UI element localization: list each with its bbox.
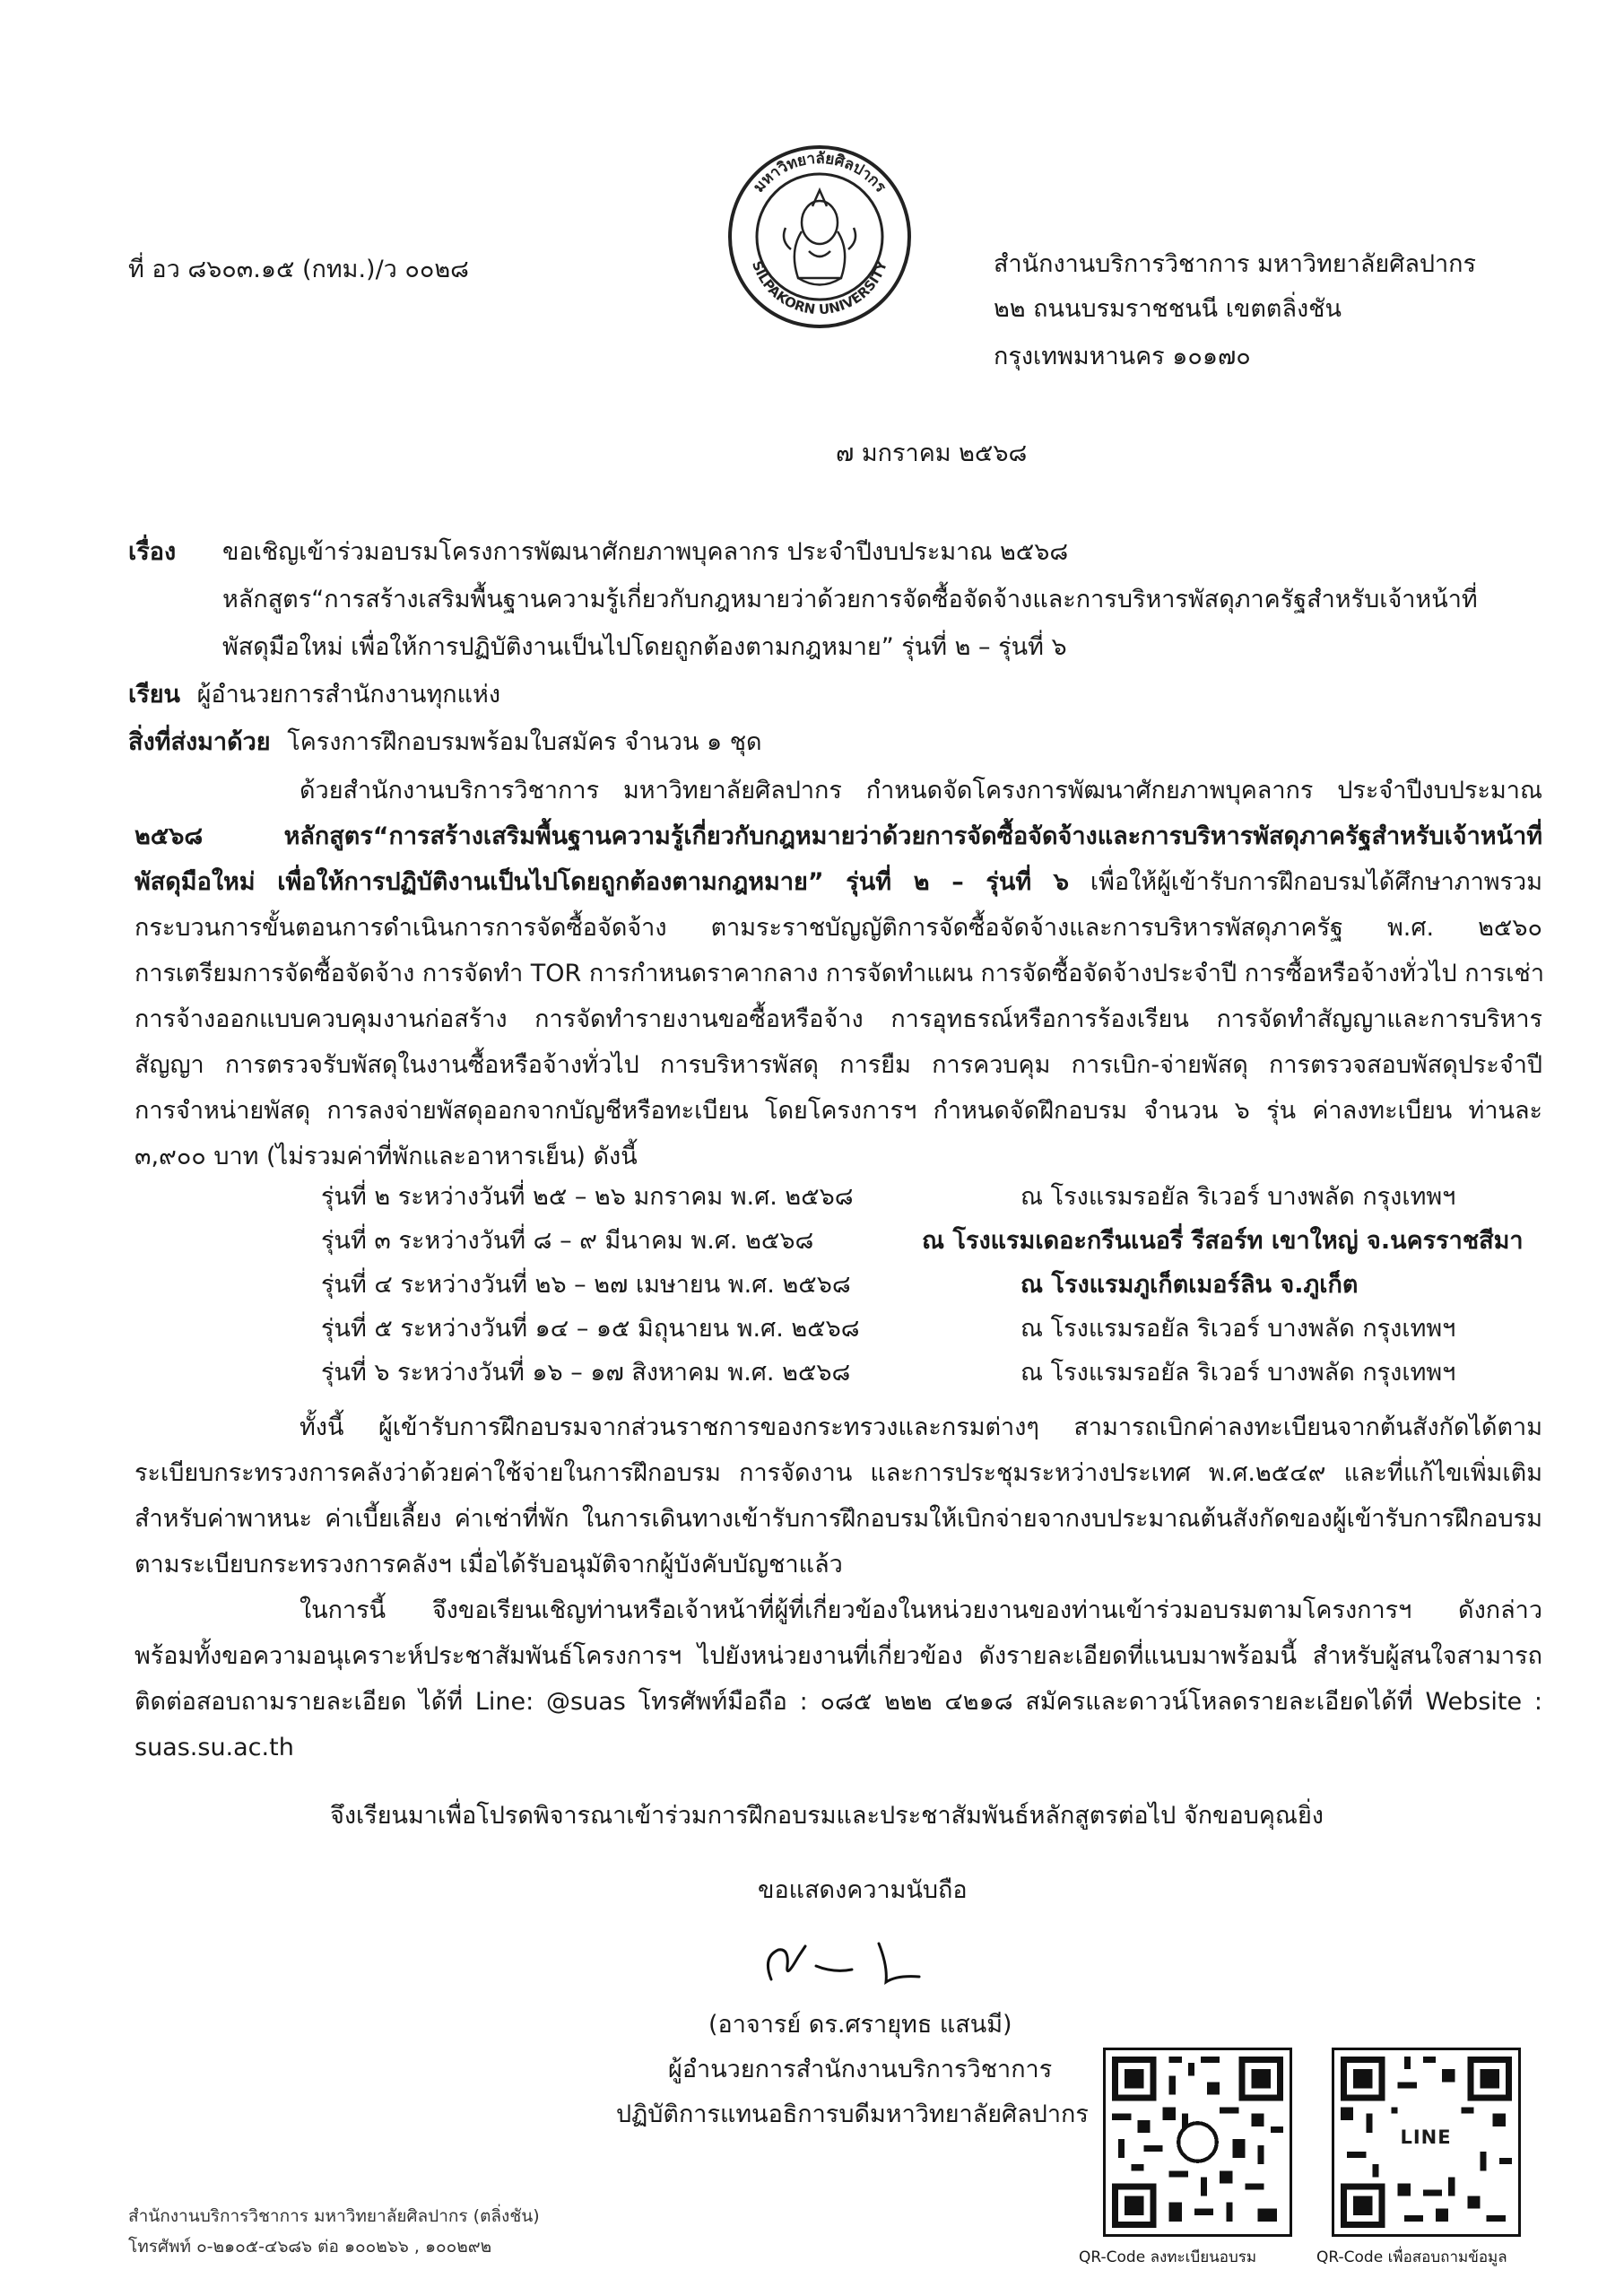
signer-title-1: ผู้อำนวยการสำนักงานบริการวิชาการ (668, 2056, 1053, 2083)
subject-line2: หลักสูตร“การสร้างเสริมพื้นฐานความรู้เกี่ยวกับกฎหมายว่าด้วยการจัดซื้อจัดจ้างและการบริหารพัสดุภาครัฐสำหรับเจ้าหน้าที่ (222, 586, 1478, 613)
enclosure-label: สิ่งที่ส่งมาด้วย (128, 728, 271, 756)
body2-line4: ตามระเบียบกระทรวงการคลังฯ เมื่อได้รับอนุมัติจากผู้บังคับบัญชาแล้ว (135, 1551, 843, 1578)
body1-line4: กระบวนการขั้นตอนการดำเนินการการจัดซื้อจัดจ้าง ตามระราชบัญญัติการจัดซื้อจัดจ้างและการบริหารพัสดุภาครัฐ พ.ศ. ๒๕๖๐ (135, 914, 1542, 942)
body1-line7: สัญญา การตรวจรับพัสดุในงานซื้อหรือจ้างทั่วไป การบริหารพัสดุ การยืม การควบคุม การเบิก-จ่ายพัสดุ การตรวจสอบพัสดุประจำปี (135, 1051, 1542, 1079)
closing-request: จึงเรียนมาเพื่อโปรดพิจารณาเข้าร่วมการฝึกอบรมและประชาสัมพันธ์หลักสูตรต่อไป จักขอบคุณยิ่ง (330, 1802, 1324, 1830)
body1-line8: การจำหน่ายพัสดุ การลงจ่ายพัสดุออกจากบัญชีหรือทะเบียน โดยโครงการฯ กำหนดจัดฝึกอบรม จำนวน ๖ รุ่น ค่าลงทะเบียน ท่านละ (135, 1097, 1542, 1125)
subject-line1: ขอเชิญเข้าร่วมอบรมโครงการพัฒนาศักยภาพบุคลากร ประจำปีงบประมาณ ๒๕๖๘ (222, 538, 1069, 566)
schedule-row (321, 1351, 1559, 1395)
schedule-round-dates: รุ่นที่ ๖ ระหว่างวันที่ ๑๖ – ๑๗ สิงหาคม พ.ศ. ๒๕๖๘ (321, 1359, 851, 1387)
body3-line1: ในการนี้ จึงขอเรียนเชิญท่านหรือเจ้าหน้าที่ผู้ที่เกี่ยวข้องในหน่วยงานของท่านเข้าร่วมอบรมตามโครงการฯ ดังกล่าว (300, 1596, 1542, 1624)
sender-address-line2: ๒๒ ถนนบรมราชชนนี เขตตลิ่งชัน (994, 295, 1342, 323)
schedule-round-dates: รุ่นที่ ๔ ระหว่างวันที่ ๒๖ – ๒๗ เมษายน พ.ศ. ๒๕๖๘ (321, 1271, 851, 1299)
enclosure-text: โครงการฝึกอบรมพร้อมใบสมัคร จำนวน ๑ ชุด (287, 728, 762, 756)
signature (753, 1930, 933, 1993)
body1-line2: ๒๕๖๘ หลักสูตร“การสร้างเสริมพื้นฐานความรู้เกี่ยวกับกฎหมายว่าด้วยการจัดซื้อจัดจ้างและการบริหารพัสดุภาครัฐสำหรับเจ้าหน้าที่ (135, 822, 1542, 850)
schedule-venue: ณ โรงแรมเดอะกรีนเนอรี่ รีสอร์ท เขาใหญ่ จ.นครราชสีมา (922, 1227, 1524, 1255)
registration-qr-caption: QR-Code ลงทะเบียนอบรม (1079, 2248, 1257, 2266)
schedule-row (321, 1219, 1559, 1263)
body1-line6: การจ้างออกแบบควบคุมงานก่อสร้าง การจัดทำรายงานขอซื้อหรือจ้าง การอุทธรณ์หรือการร้องเรียน การจัดทำสัญญาและการบริหาร (135, 1005, 1542, 1033)
line-contact-qr-code[interactable] (1332, 2048, 1521, 2237)
schedule-round-dates: รุ่นที่ ๒ ระหว่างวันที่ ๒๕ – ๒๖ มกราคม พ.ศ. ๒๕๖๘ (321, 1183, 854, 1211)
body1-line3 (135, 859, 1542, 905)
schedule-venue: ณ โรงแรมภูเก็ตเมอร์ลิน จ.ภูเก็ต (1020, 1271, 1359, 1299)
body2-line2: ระเบียบกระทรวงการคลังว่าด้วยค่าใช้จ่ายในการฝึกอบรม การจัดงาน และการประชุมระหว่างประเทศ พ.ศ.๒๕๔๙ และที่แก้ไขเพิ่มเติม (135, 1459, 1542, 1487)
body-paragraph-1 (135, 768, 1542, 1179)
body2-line1: ทั้งนี้ ผู้เข้ารับการฝึกอบรมจากส่วนราชการของกระทรวงและกรมต่างๆ สามารถเบิกค่าลงทะเบียนจากต้นสังกัดได้ตาม (300, 1413, 1542, 1441)
body3-line4: suas.su.ac.th (135, 1734, 294, 1761)
footer-phone: โทรศัพท์ ๐-๒๑๐๕-๔๖๘๖ ต่อ ๑๐๐๒๖๖ , ๑๐๐๒๙๒ (128, 2237, 492, 2257)
subject-line3: พัสดุมือใหม่ เพื่อให้การปฏิบัติงานเป็นไปโดยถูกต้องตามกฎหมาย” รุ่นที่ ๒ – รุ่นที่ ๖ (222, 633, 1067, 661)
body-paragraph-2 (135, 1405, 1542, 1587)
schedule-row (321, 1175, 1559, 1219)
seal-text-bottom: SILPAKORN UNIVERSITY (749, 258, 890, 318)
schedule-row (321, 1307, 1559, 1351)
subject-label: เรื่อง (128, 538, 177, 566)
body3-line3: ติดต่อสอบถามรายละเอียด ได้ที่ Line: @suas โทรศัพท์มือถือ : ๐๘๕ ๒๒๒ ๔๒๑๘ สมัครและดาวน์โหลดรายละเอียดได้ที่ Website : (135, 1688, 1542, 1716)
salutation-label: เรียน (128, 681, 181, 709)
reference-number: ที่ อว ๘๖๐๓.๑๕ (กทม.)/ว ๐๐๒๘ (128, 256, 470, 283)
schedule-venue: ณ โรงแรมรอยัล ริเวอร์ บางพลัด กรุงเทพฯ (1020, 1315, 1456, 1343)
signer-title-2: ปฏิบัติการแทนอธิการบดีมหาวิทยาลัยศิลปากร (616, 2100, 1089, 2128)
schedule-round-dates: รุ่นที่ ๕ ระหว่างวันที่ ๑๔ – ๑๕ มิถุนายน พ.ศ. ๒๕๖๘ (321, 1315, 860, 1343)
footer-office: สำนักงานบริการวิชาการ มหาวิทยาลัยศิลปากร (ตลิ่งชัน) (128, 2206, 540, 2226)
schedule-venue: ณ โรงแรมรอยัล ริเวอร์ บางพลัด กรุงเทพฯ (1020, 1183, 1456, 1211)
course-title-bold: พัสดุมือใหม่ เพื่อให้การปฏิบัติงานเป็นไปโดยถูกต้องตามกฎหมาย” รุ่นที่ ๒ – รุ่นที่ ๖ (135, 868, 1069, 896)
body2-line3: สำหรับค่าพาหนะ ค่าเบี้ยเลี้ยง ค่าเช่าที่พัก ในการเดินทางเข้ารับการฝึกอบรมให้เบิกจ่ายจากงบประมาณต้นสังกัดของผู้เข้ารับการฝึกอบรม (135, 1505, 1542, 1533)
body-paragraph-3 (135, 1587, 1542, 1770)
body1-line3-rest: เพื่อให้ผู้เข้ารับการฝึกอบรมได้ศึกษาภาพรวม (1068, 868, 1542, 896)
signer-name: (อาจารย์ ดร.ศรายุทธ แสนมี) (708, 2011, 1012, 2039)
university-seal (726, 144, 913, 330)
seal-text-top: มหาวิทยาลัยศิลปากร (750, 149, 890, 196)
registration-qr-code[interactable] (1103, 2048, 1292, 2237)
svg-text:SILPAKORN UNIVERSITY (749, 257, 890, 317)
salutation-recipient: ผู้อำนวยการสำนักงานทุกแห่ง (196, 681, 501, 709)
line-logo-label: LINE (1400, 2126, 1452, 2148)
training-schedule (321, 1175, 1559, 1395)
schedule-row (321, 1263, 1559, 1307)
closing-regards: ขอแสดงความนับถือ (758, 1876, 968, 1904)
body3-line2: พร้อมทั้งขอความอนุเคราะห์ประชาสัมพันธ์โครงการฯ ไปยังหน่วยงานที่เกี่ยวข้อง ดังรายละเอียดที่แนบมาพร้อมนี้ สำหรับผู้สนใจสามารถ (135, 1642, 1542, 1670)
schedule-round-dates: รุ่นที่ ๓ ระหว่างวันที่ ๘ – ๙ มีนาคม พ.ศ. ๒๕๖๘ (321, 1227, 814, 1255)
sender-address-line1: สำนักงานบริการวิชาการ มหาวิทยาลัยศิลปากร (994, 250, 1477, 278)
sender-address-line3: กรุงเทพมหานคร ๑๐๑๗๐ (994, 343, 1251, 370)
body1-line5: การเตรียมการจัดซื้อจัดจ้าง การจัดทำ TOR การกำหนดราคากลาง การจัดทำแผน การจัดซื้อจัดจ้างประจำปี การซื้อหรือจ้างทั่วไป การเช่า (135, 960, 1544, 987)
body1-line1: ด้วยสำนักงานบริการวิชาการ มหาวิทยาลัยศิลปากร กำหนดจัดโครงการพัฒนาศักยภาพบุคลากร ประจำปีงบประมาณ (300, 777, 1542, 804)
letter-date: ๗ มกราคม ๒๕๖๘ (836, 439, 1028, 467)
body1-line9: ๓,๙๐๐ บาท (ไม่รวมค่าที่พักและอาหารเย็น) ดังนี้ (135, 1143, 638, 1170)
schedule-venue: ณ โรงแรมรอยัล ริเวอร์ บางพลัด กรุงเทพฯ (1020, 1359, 1456, 1387)
line-contact-qr-caption: QR-Code เพื่อสอบถามข้อมูล (1316, 2248, 1507, 2266)
